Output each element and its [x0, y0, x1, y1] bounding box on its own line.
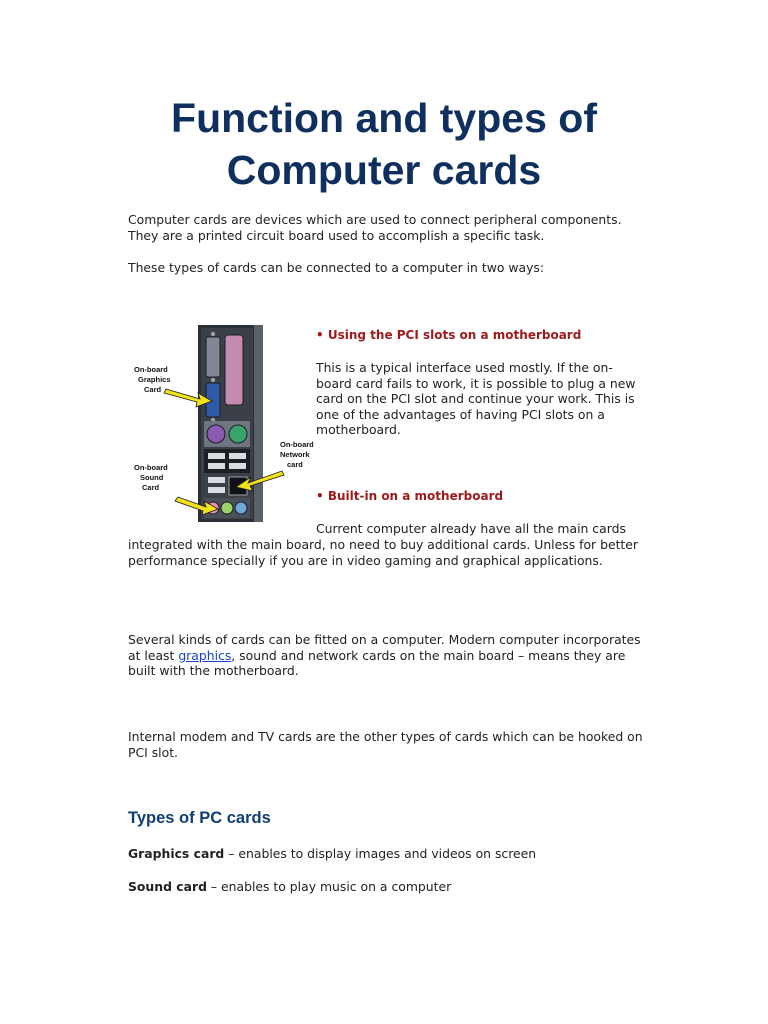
title-line-2: Computer cards — [226, 147, 542, 193]
usb-port-3 — [208, 463, 225, 469]
usb-port-6 — [208, 487, 225, 493]
audio-jack-blue — [235, 502, 247, 514]
definition-sound-card — [128, 879, 451, 895]
builtin-paragraph-first-line: Current computer already have all the main cards — [316, 521, 626, 536]
ways-intro-paragraph: These types of cards can be connected to a computer in two ways: — [128, 260, 545, 275]
intro-paragraph: Computer cards are devices which are used to connect peripheral components. They are a printed circuit board used to accomplish a specific task. — [128, 212, 622, 243]
ps2-mouse-port — [207, 425, 225, 443]
usb-block — [204, 449, 250, 473]
graphics-label-line-3: Card — [144, 385, 162, 394]
builtin-paragraph-rest: integrated with the main board, no need to buy additional cards. Unless for better performance specially if you are in video gaming and graphical applications. — [128, 537, 639, 568]
network-label — [280, 440, 316, 469]
bullet-built-in: • Built-in on a motherboard — [316, 489, 504, 503]
pci-paragraph: This is a typical interface used mostly. If the on-board card fails to work, it is possible to plug a new card on the PCI slot and continue your work. This is one of the advantages of having PCI slots on a motherboard. — [316, 360, 636, 438]
definition-term: Sound card — [128, 879, 207, 894]
back-panel-illustration — [130, 325, 314, 522]
kinds-text-after-link: , sound and network cards on the main board – means they are built with the motherboard. — [128, 647, 626, 679]
panel-knob-1 — [211, 332, 215, 336]
sound-label-line-1: On-board — [134, 463, 168, 472]
network-label-line-1: On-board — [280, 440, 314, 449]
types-heading: Types of PC cards — [128, 809, 271, 827]
network-label-line-3: card — [287, 460, 303, 469]
serial-port — [206, 337, 220, 377]
definition-graphics-card — [128, 846, 536, 862]
parallel-port — [225, 335, 243, 405]
kinds-paragraph — [128, 632, 648, 679]
kinds-text-before-link: Several kinds of cards can be fitted on a computer. Modern computer incorporates at least — [128, 632, 641, 663]
sound-label-line-2: Sound — [140, 473, 164, 482]
definition-text: – enables to play music on a computer — [206, 879, 452, 894]
panel-edge — [254, 325, 263, 522]
usb-port-4 — [229, 463, 246, 469]
graphics-label-line-1: On-board — [134, 365, 168, 374]
sound-label-line-3: Card — [142, 483, 160, 492]
panel-knob-2 — [211, 378, 215, 382]
modem-paragraph: Internal modem and TV cards are the other types of cards which can be hooked on PCI slot. — [128, 729, 643, 760]
usb-port-5 — [208, 477, 225, 483]
sound-label — [134, 463, 170, 492]
back-panel-figure — [130, 325, 314, 522]
graphics-link[interactable]: graphics — [178, 647, 232, 663]
usb-port-1 — [208, 453, 225, 459]
audio-jack-green — [221, 502, 233, 514]
network-label-line-2: Network — [280, 450, 310, 459]
definition-term: Graphics card — [128, 846, 225, 861]
usb-port-2 — [229, 453, 246, 459]
page-title — [100, 92, 668, 196]
ps2-keyboard-port — [229, 425, 247, 443]
title-line-1: Function and types of — [171, 95, 597, 141]
bullet-pci-slots: • Using the PCI slots on a motherboard — [316, 328, 582, 342]
graphics-label-line-2: Graphics — [138, 375, 171, 384]
definition-text: – enables to display images and videos on screen — [224, 846, 537, 861]
